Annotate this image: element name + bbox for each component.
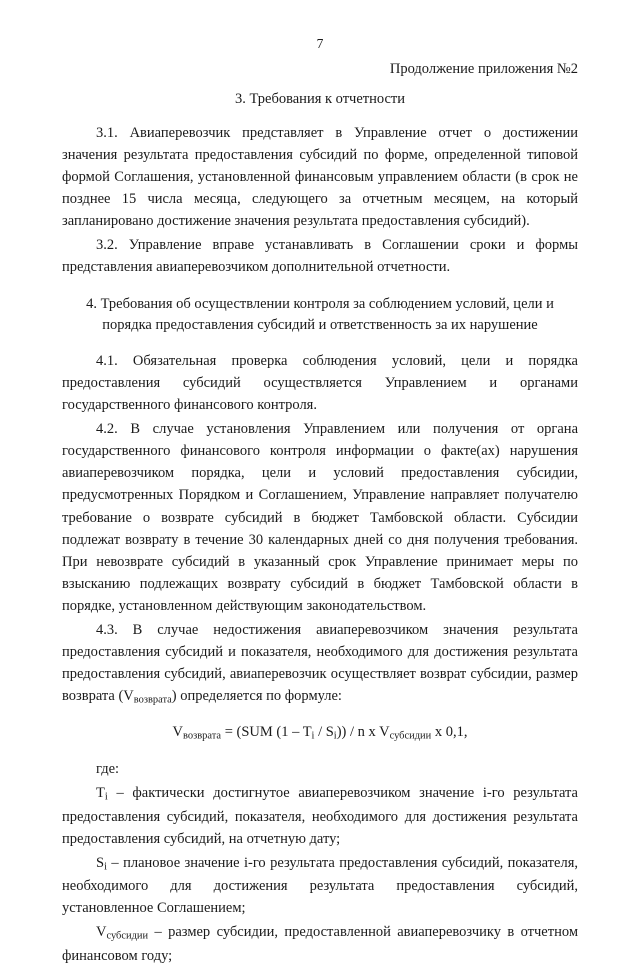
paragraph-4-3-subscript: возврата <box>133 694 172 706</box>
paragraph-3-2: 3.2. Управление вправе устанавливать в Соглашении сроки и формы представления авиаперевозчиком дополнительной отчетности. <box>62 237 578 276</box>
definition-ti <box>62 782 578 850</box>
page-number: 7 <box>316 36 324 51</box>
formula-si-subscript: i <box>333 730 337 742</box>
formula-body-3: )) / n x V <box>336 724 390 741</box>
formula-body-2: / S <box>314 724 334 741</box>
paragraph-4-3-prefix: 4.3. В случае недостижения авиаперевозчиком значения результата предоставления субсидий и показателя, необходимого для достижения результата предоставления субсидий, авиаперевозчик осуществляет возврат субсидии, размер возврата (V <box>62 621 578 704</box>
heading-section-4 <box>62 294 578 336</box>
paragraph-4-1: 4.1. Обязательная проверка соблюдения условий, цели и порядка предоставления субсидий осуществляется Управлением и органами государственного финансового контроля. <box>62 353 578 414</box>
where-label: где: <box>96 760 120 777</box>
definition-vsubsidii-text: – размер субсидии, предоставленной авиаперевозчику в отчетном финансовом году; <box>62 924 578 964</box>
definition-si <box>62 852 578 920</box>
formula-v-symbol: V <box>172 724 184 741</box>
formula-body-1: = (SUM (1 – T <box>221 724 312 741</box>
heading-section-3: 3. Требования к отчетности <box>234 91 406 108</box>
paragraph-4-3-suffix: ) определяется по формуле: <box>171 687 342 704</box>
definition-vsubsidii <box>62 921 578 967</box>
definition-ti-subscript: i <box>104 791 108 803</box>
definition-si-symbol: S <box>96 854 105 871</box>
heading-section-4-line-1: 4. Требования об осуществлении контроля за соблюдением условий, цели и <box>86 296 554 313</box>
heading-section-4-line-2: порядка предоставления субсидий и ответственность за их нарушение <box>102 317 538 334</box>
definition-ti-text: – фактически достигнутое авиаперевозчиком значение i-го результата предоставления субсидий, показателя, необходимого для достижения результата предоставления субсидий, на отчетную дату; <box>62 785 578 847</box>
formula-vsub-subscript: субсидии <box>389 730 432 742</box>
appendix-continuation-note: Продолжение приложения №2 <box>389 61 578 78</box>
definition-ti-symbol: T <box>96 785 105 802</box>
definition-si-subscript: i <box>104 861 107 873</box>
paragraph-4-3 <box>62 619 578 709</box>
definition-vsubsidii-symbol: V <box>96 924 107 941</box>
formula-body-4: x 0,1, <box>431 724 468 741</box>
paragraph-4-2: 4.2. В случае установления Управлением или получения от органа государственного финансового контроля информации о факте(ах) нарушения авиаперевозчиком порядка, цели и условий предоставления субсидии, предусмотренных Порядком и Соглашением, Управление направляет получателю требование о возврате субсидий в бюджет Тамбовской области. Субсидии подлежат возврату в течение 30 календарных дней со дня получения требования. При невозврате субсидий в указанный срок Управление принимает меры по взысканию подлежащих возврату субсидий в бюджет Тамбовской области в порядке, установленном действующим законодательством. <box>62 421 578 614</box>
paragraph-3-1: 3.1. Авиаперевозчик представляет в Управление отчет о достижении значения результата предоставления субсидий по форме, определенной типовой формой Соглашения, установленной финансовым управлением области (в срок не позднее 15 числа месяца, следующего за отчетным месяцем, на который запланировано достижение значения результата предоставления субсидий). <box>62 125 578 230</box>
definition-vsubsidii-subscript: субсидии <box>106 930 149 942</box>
formula-ti-subscript: i <box>311 730 315 742</box>
formula-return-amount <box>62 722 578 744</box>
formula-v-subscript: возврата <box>183 730 222 742</box>
definition-si-text: – плановое значение i-го результата предоставления субсидий, показателя, необходимого для достижения результата предоставления субсидий, установленное Соглашением; <box>62 854 578 917</box>
